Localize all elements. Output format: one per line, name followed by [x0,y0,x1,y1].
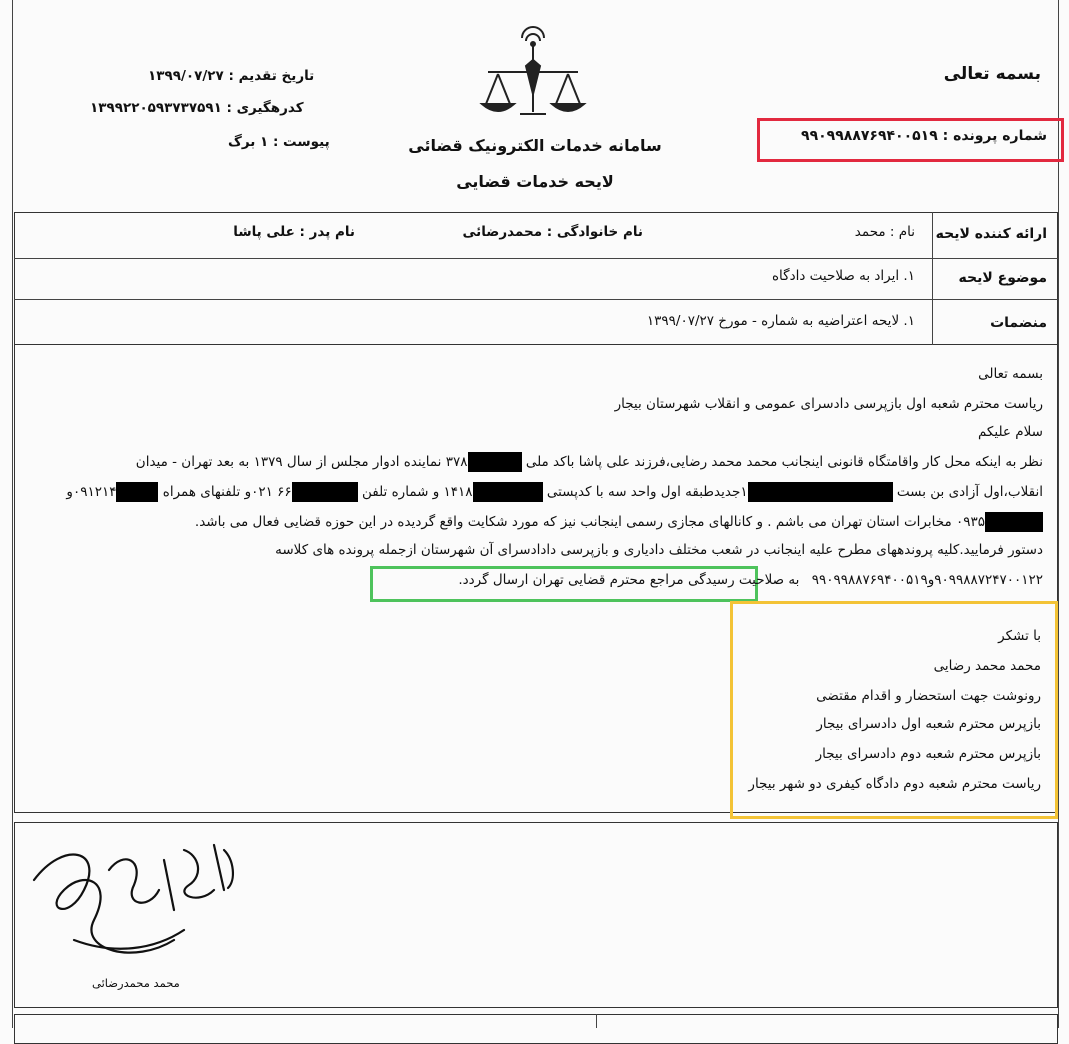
judiciary-emblem-icon [478,24,588,124]
body-l4c: نماینده ادوار مجلس از سال ۱۳۷۹ به بعد تهران - میدان [135,454,442,470]
body-paragraph-line-5 [458,572,1043,588]
body-l6b: مخابرات استان تهران می باشم . و کانالهای مجازی رسمی اینجانب نیز که مورد شکایت واقع گردیده در این حوزه قضایی فعال می باشد. [194,514,952,530]
body-paragraph-line-1 [136,452,1043,472]
body-l5d: و شماره تلفن [361,484,440,500]
signature-name: محمد محمدرضائی [92,976,180,990]
body-paragraph-line-4: دستور فرمایید.کلیه پروندههای مطرح علیه اینجانب در شعب مختلف دادیاری و بازپرسی دادادسرای آن شهرستان ازجمله پرونده های کلاسه [275,542,1043,558]
redaction-bar [748,482,893,502]
tracking-code-value: ۱۳۹۹۲۲۰۵۹۳۷۳۷۵۹۱ [90,100,222,116]
case-number-label: شماره پرونده : [942,128,1047,144]
cc-recipient-1: بازپرس محترم شعبه اول دادسرای بیجار [816,716,1041,732]
body-l5e: ۶۶ ۰۲۱و تلفنهای همراه [162,484,292,500]
father-name: نام پدر : علی پاشا [233,224,355,240]
presenter-label: ارائه کننده لایحه [935,226,1047,242]
bottom-partial-divider [596,1014,597,1028]
cc-title: رونوشت جهت استحضار و اقدام مقتضی [816,688,1041,704]
redaction-bar [116,482,158,502]
case-number-value: ۹۹۰۹۹۸۸۷۶۹۴۰۰۵۱۹ [801,128,938,144]
tracking-code-label: کدرهگیری : [226,100,304,116]
attachment-count [228,134,330,150]
body-l5f: ۰۹۱۲۱۴ [72,484,117,500]
bottom-partial-box [14,1014,1058,1044]
body-l5a: انقلاب،اول آزادی بن بست [896,484,1043,500]
attachments-value: ۱. لایحه اعتراضیه به شماره - مورخ ۱۳۹۹/۰۷/۲۷ [646,313,915,329]
cc-recipient-3: ریاست محترم شعبه دوم دادگاه کیفری دو شهر بیجار [748,776,1041,792]
body-l5c: ۱۴۱۸ [443,484,473,500]
body-l8a: ۹۰۹۹۸۸۷۲۴۷۰۰۱۲۲و۹۹۰۹۹۸۸۷۶۹۴۰۰۵۱۹ [811,572,1043,588]
attachments-label: منضمات [990,315,1047,331]
redaction-bar [985,512,1043,532]
body-l6a: ۰۹۳۵ [955,514,985,530]
system-title: سامانه خدمات الکترونیک قضائی [408,136,662,155]
cc-recipient-2: بازپرس محترم شعبه دوم دادسرای بیجار [815,746,1041,762]
case-number [801,128,1047,144]
body-l4b: ۳۷۸ [445,454,468,470]
body-addressee: ریاست محترم شعبه اول بازپرسی دادسرای عمومی و انقلاب شهرستان بیجار [614,396,1043,412]
body-l8b: به صلاحیت رسیدگی مراجع محترم قضایی تهران ارسال گردد. [458,572,800,588]
info-table-row-divider-1 [14,258,1058,259]
submission-date [148,68,314,84]
body-l5b: ۱جدیدطبقه اول واحد سه با کدپستی [546,484,748,500]
handwritten-signature [24,830,244,970]
body-paragraph-line-2 [66,482,1043,502]
header-basmala: بسمه تعالی [943,64,1041,84]
redaction-bar [473,482,543,502]
tracking-code [90,100,304,116]
redaction-bar [292,482,358,502]
submission-date-value: ۱۳۹۹/۰۷/۲۷ [148,68,224,84]
info-table-row-divider-2 [14,299,1058,300]
document-title: لایحه خدمات قضایی [456,172,614,191]
body-greeting: سلام علیکم [977,424,1043,440]
redaction-bar [468,452,522,472]
info-table-label-column-divider [932,212,933,345]
attachment-count-label: پیوست : [272,134,330,150]
family-name: نام خانوادگی : محمدرضائی [462,224,643,240]
closing-thanks: با تشکر [998,628,1041,644]
closing-signer: محمد محمد رضایی [933,658,1041,674]
attachment-count-value: ۱ برگ [228,134,269,150]
body-l5g: و [66,484,73,500]
first-name: نام : محمد [854,224,915,240]
subject-value: ۱. ایراد به صلاحیت دادگاه [771,268,915,284]
subject-label: موضوع لایحه [958,270,1047,286]
body-l4a: نظر به اینکه محل کار واقامتگاه قانونی اینجانب محمد محمد رضایی،فرزند علی پاشا باکد ملی [525,454,1043,470]
body-paragraph-line-3 [195,512,1043,532]
page-border-left [12,0,13,1028]
submission-date-label: تاریخ تقدیم : [228,68,315,84]
body-basmala: بسمه تعالی [978,366,1043,382]
